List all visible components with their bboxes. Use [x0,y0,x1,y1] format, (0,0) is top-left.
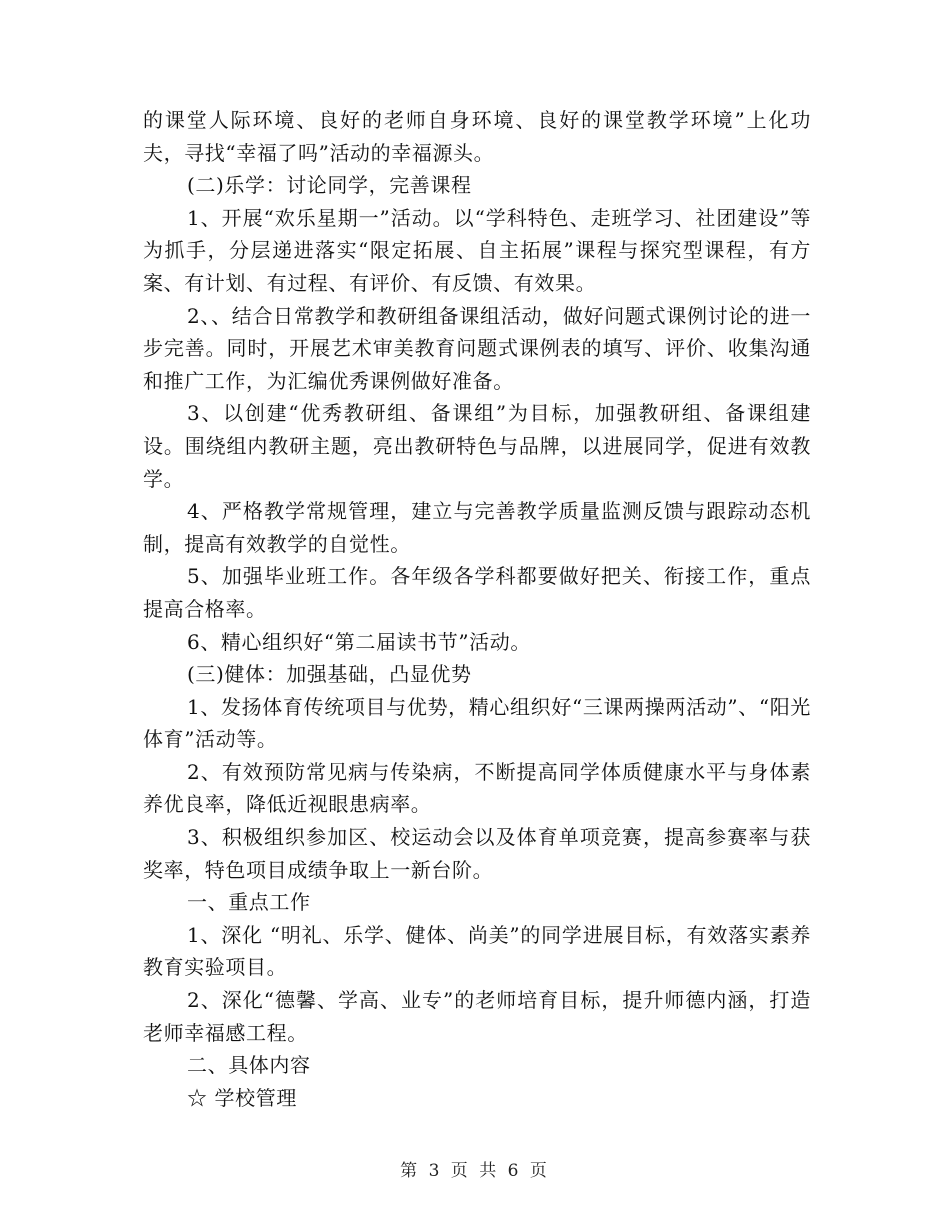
section-heading-details: 二、具体内容 [187,1053,311,1078]
document-body [143,104,811,1114]
paragraph-le-xue-4: 4、严格教学常规管理，建立与完善教学质量监测反馈与跟踪动态机制，提高有效教学的自觉性。 [143,499,811,556]
paragraph-key-work-2: 2、深化“德馨、学高、业专”的老师培育目标，提升师德内涵，打造老师幸福感工程。 [143,988,811,1045]
paragraph-jian-ti-1: 1、发扬体育传统项目与优势，精心组织好“三课两操两活动”、“阳光体育”活动等。 [143,694,811,752]
paragraph-1: 的课堂人际环境、良好的老师自身环境、良好的课堂教学环境”上化功夫，寻找“幸福了吗”活动的幸福源头。 [143,108,811,165]
paragraph-le-xue-6: 6、精心组织好“第二届读书节”活动。 [187,629,531,654]
section-heading-key-work: 一、重点工作 [187,890,311,915]
subsection-school-management: ☆ 学校管理 [187,1085,297,1110]
paragraph-key-work-1: 1、深化 “明礼、乐学、健体、尚美”的同学进展目标，有效落实素养教育实验项目。 [143,922,811,980]
paragraph-jian-ti-3: 3、积极组织参加区、校运动会以及体育单项竞赛，提高参赛率与获奖率，特色项目成绩争取上一新台阶。 [143,825,811,882]
paragraph-le-xue-5: 5、加强毕业班工作。各年级各学科都要做好把关、衔接工作，重点提高合格率。 [143,564,811,621]
paragraph-le-xue-2: 2、、结合日常教学和教研组备课组活动，做好问题式课例讨论的进一步完善。同时，开展艺术审美教育问题式课例表的填写、评价、收集沟通和推广工作，为汇编优秀课例做好准备。 [143,303,811,393]
page-number-footer: 第 3 页 共 6 页 [400,1161,550,1181]
section-heading-le-xue: (二)乐学：讨论同学，完善课程 [187,173,472,198]
paragraph-le-xue-1: 1、开展“欢乐星期一”活动。以“学科特色、走班学习、社团建设”等为抓手，分层递进落实“限定拓展、自主拓展”课程与探究型课程，有方案、有计划、有过程、有评价、有反馈、有效果。 [143,205,811,295]
section-heading-jian-ti: (三)健体：加强基础，凸显优势 [187,662,472,687]
paragraph-jian-ti-2: 2、有效预防常见病与传染病，不断提高同学体质健康水平与身体素养优良率，降低近视眼患病率。 [143,759,811,817]
paragraph-le-xue-3: 3、以创建“优秀教研组、备课组”为目标，加强教研组、备课组建设。围绕组内教研主题，亮出教研特色与品牌，以进展同学，促进有效教学。 [143,401,811,491]
